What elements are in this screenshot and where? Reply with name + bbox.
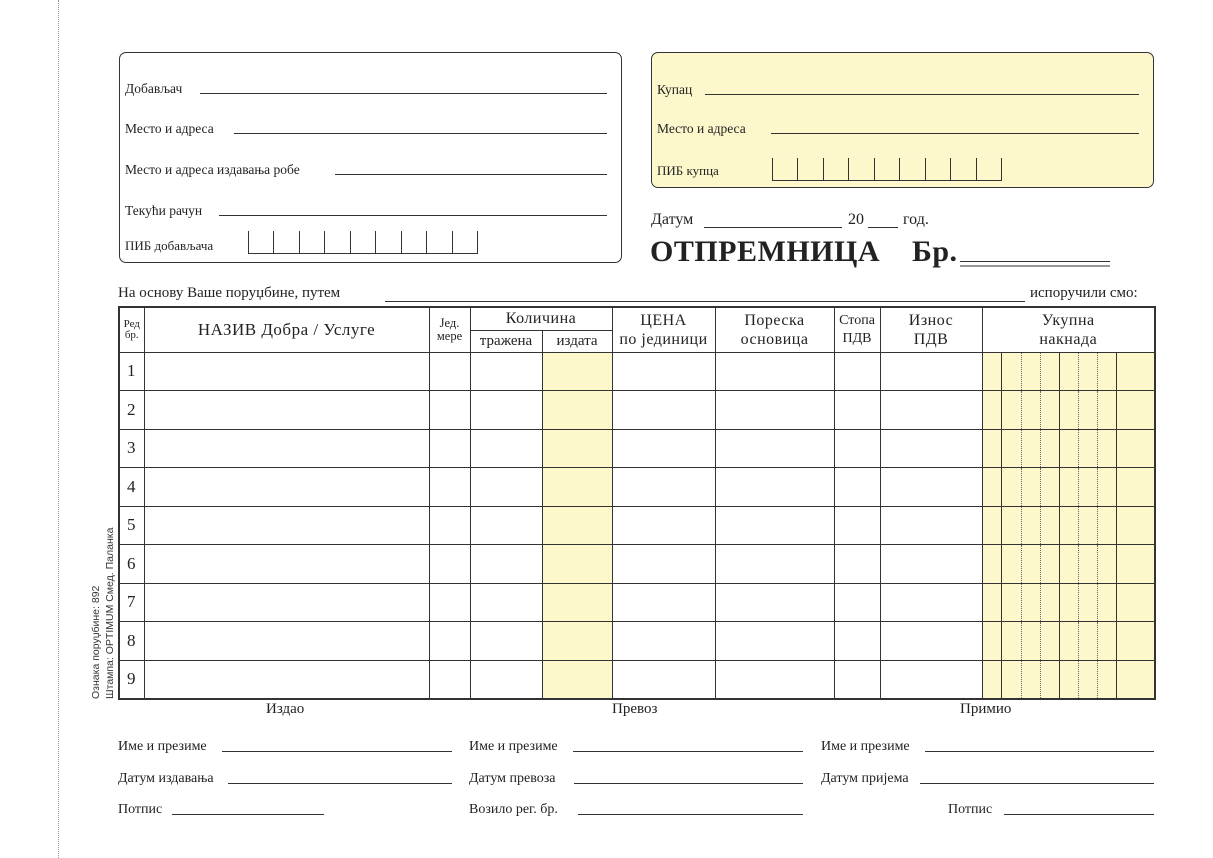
row-rate-cell[interactable] bbox=[834, 622, 880, 661]
amount-digit-divider bbox=[1021, 584, 1022, 622]
document-title: ОТПРЕМНИЦА bbox=[650, 235, 880, 268]
table-row bbox=[119, 506, 1155, 545]
row-qty-issued-cell[interactable] bbox=[542, 583, 612, 622]
issue-address-label: Место и адреса издавања робе bbox=[125, 162, 300, 177]
row-total-cell[interactable] bbox=[982, 391, 1155, 430]
amount-digit-divider bbox=[1078, 468, 1079, 506]
transport-date-field[interactable] bbox=[574, 783, 803, 784]
table-row bbox=[119, 352, 1155, 391]
row-qty-requested-cell[interactable] bbox=[470, 429, 542, 468]
transport-vehicle-label: Возило рег. бр. bbox=[469, 802, 558, 817]
row-tax-base-cell[interactable] bbox=[715, 429, 834, 468]
amount-digit-divider bbox=[1059, 584, 1060, 622]
row-rate-cell[interactable] bbox=[834, 583, 880, 622]
col-unit-header: Јед. мере bbox=[429, 307, 470, 352]
row-qty-issued-cell[interactable] bbox=[542, 545, 612, 584]
amount-digit-divider bbox=[1059, 545, 1060, 583]
supplier-pib-label: ПИБ добављача bbox=[125, 238, 214, 253]
transport-name-label: Име и презиме bbox=[469, 739, 558, 754]
row-rate-cell[interactable] bbox=[834, 506, 880, 545]
table-row bbox=[119, 391, 1155, 430]
row-price-cell[interactable] bbox=[612, 545, 715, 584]
row-qty-requested-cell[interactable] bbox=[470, 391, 542, 430]
amount-digit-divider bbox=[1021, 622, 1022, 660]
amount-digit-divider bbox=[1059, 661, 1060, 698]
amount-digit-divider bbox=[1021, 391, 1022, 429]
row-tax-base-cell[interactable] bbox=[715, 468, 834, 507]
account-label: Текући рачун bbox=[125, 203, 203, 218]
row-unit-cell[interactable] bbox=[429, 583, 470, 622]
amount-digit-divider bbox=[1097, 661, 1098, 698]
amount-digit-divider bbox=[1001, 661, 1002, 698]
amount-digit-divider bbox=[1021, 545, 1022, 583]
row-total-cell[interactable] bbox=[982, 352, 1155, 391]
row-rate-cell[interactable] bbox=[834, 468, 880, 507]
amount-digit-divider bbox=[1021, 430, 1022, 468]
row-no-cell: 1 bbox=[119, 352, 144, 391]
table-row bbox=[119, 660, 1155, 699]
col-name-header: НАЗИВ Добра / Услуге bbox=[144, 307, 429, 352]
amount-digit-divider bbox=[1040, 507, 1041, 545]
printer-text: Штампа: OPTIMUM Смед. Паланка bbox=[104, 527, 116, 699]
col-total-header: Укупна накнада bbox=[982, 307, 1155, 352]
row-no-cell: 9 bbox=[119, 660, 144, 699]
amount-digit-divider bbox=[1116, 468, 1117, 506]
supplier-pib-field[interactable] bbox=[248, 231, 478, 254]
amount-digit-divider bbox=[1059, 353, 1060, 391]
amount-digit-divider bbox=[1059, 391, 1060, 429]
row-qty-issued-cell[interactable] bbox=[542, 429, 612, 468]
document-number-underline bbox=[960, 265, 1110, 267]
buyer-address-label: Место и адреса bbox=[657, 121, 746, 136]
received-date-label: Датум пријема bbox=[821, 771, 909, 786]
row-name-cell[interactable] bbox=[144, 391, 429, 430]
col-qty-issued-header: издата bbox=[542, 330, 612, 352]
row-tax-base-cell[interactable] bbox=[715, 506, 834, 545]
row-no-cell: 6 bbox=[119, 545, 144, 584]
row-total-cell[interactable] bbox=[982, 506, 1155, 545]
col-rate-header: Стопа ПДВ bbox=[834, 307, 880, 352]
issue-address-field[interactable] bbox=[335, 174, 607, 175]
buyer-field[interactable] bbox=[705, 94, 1139, 95]
amount-digit-divider bbox=[1097, 584, 1098, 622]
amount-digit-divider bbox=[1078, 430, 1079, 468]
amount-digit-divider bbox=[1001, 391, 1002, 429]
col-qty-requested-header: тражена bbox=[470, 330, 542, 352]
amount-digit-divider bbox=[1078, 507, 1079, 545]
row-vat-amount-cell[interactable] bbox=[880, 660, 982, 699]
row-qty-requested-cell[interactable] bbox=[470, 660, 542, 699]
row-name-cell[interactable] bbox=[144, 352, 429, 391]
row-unit-cell[interactable] bbox=[429, 391, 470, 430]
amount-digit-divider bbox=[1078, 661, 1079, 698]
year-prefix: 20 bbox=[848, 211, 864, 228]
amount-digit-divider bbox=[1059, 622, 1060, 660]
row-qty-issued-cell[interactable] bbox=[542, 352, 612, 391]
row-name-cell[interactable] bbox=[144, 660, 429, 699]
row-price-cell[interactable] bbox=[612, 468, 715, 507]
row-price-cell[interactable] bbox=[612, 429, 715, 468]
row-price-cell[interactable] bbox=[612, 583, 715, 622]
row-vat-amount-cell[interactable] bbox=[880, 622, 982, 661]
row-tax-base-cell[interactable] bbox=[715, 352, 834, 391]
row-no-cell: 8 bbox=[119, 622, 144, 661]
amount-digit-divider bbox=[1097, 622, 1098, 660]
amount-digit-divider bbox=[1097, 430, 1098, 468]
received-name-label: Име и презиме bbox=[821, 739, 910, 754]
row-qty-issued-cell[interactable] bbox=[542, 660, 612, 699]
amount-digit-divider bbox=[1116, 507, 1117, 545]
col-price-header: ЦЕНА по јединици bbox=[612, 307, 715, 352]
transport-name-field[interactable] bbox=[573, 751, 803, 752]
row-vat-amount-cell[interactable] bbox=[880, 468, 982, 507]
amount-digit-divider bbox=[1040, 430, 1041, 468]
account-field[interactable] bbox=[219, 215, 607, 216]
amount-digit-divider bbox=[1078, 584, 1079, 622]
amount-digit-divider bbox=[1021, 661, 1022, 698]
row-no-cell: 3 bbox=[119, 429, 144, 468]
amount-digit-divider bbox=[1097, 507, 1098, 545]
col-tax-base-header: Пореска основица bbox=[715, 307, 834, 352]
table-row bbox=[119, 545, 1155, 584]
issued-sign-field[interactable] bbox=[172, 814, 324, 815]
amount-digit-divider bbox=[1021, 507, 1022, 545]
document-number-field[interactable] bbox=[960, 261, 1110, 262]
amount-digit-divider bbox=[1040, 545, 1041, 583]
year-suffix: год. bbox=[903, 211, 929, 228]
row-qty-requested-cell[interactable] bbox=[470, 468, 542, 507]
table-row bbox=[119, 622, 1155, 661]
row-tax-base-cell[interactable] bbox=[715, 622, 834, 661]
date-label: Датум bbox=[651, 211, 694, 228]
row-price-cell[interactable] bbox=[612, 391, 715, 430]
date-field[interactable] bbox=[704, 227, 842, 228]
amount-digit-divider bbox=[1116, 391, 1117, 429]
row-unit-cell[interactable] bbox=[429, 622, 470, 661]
amount-digit-divider bbox=[1078, 391, 1079, 429]
row-vat-amount-cell[interactable] bbox=[880, 545, 982, 584]
amount-digit-divider bbox=[1097, 391, 1098, 429]
row-no-cell: 2 bbox=[119, 391, 144, 430]
row-qty-issued-cell[interactable] bbox=[542, 506, 612, 545]
row-tax-base-cell[interactable] bbox=[715, 660, 834, 699]
amount-digit-divider bbox=[1078, 622, 1079, 660]
row-no-cell: 7 bbox=[119, 583, 144, 622]
row-rate-cell[interactable] bbox=[834, 429, 880, 468]
supplier-address-label: Место и адреса bbox=[125, 121, 214, 136]
row-qty-requested-cell[interactable] bbox=[470, 352, 542, 391]
amount-digit-divider bbox=[1040, 468, 1041, 506]
row-qty-issued-cell[interactable] bbox=[542, 622, 612, 661]
row-unit-cell[interactable] bbox=[429, 545, 470, 584]
amount-digit-divider bbox=[1116, 622, 1117, 660]
amount-digit-divider bbox=[1059, 507, 1060, 545]
row-qty-requested-cell[interactable] bbox=[470, 622, 542, 661]
buyer-pib-field[interactable] bbox=[772, 158, 1002, 181]
amount-digit-divider bbox=[1040, 584, 1041, 622]
amount-digit-divider bbox=[1001, 507, 1002, 545]
table-row bbox=[119, 583, 1155, 622]
issued-name-label: Име и презиме bbox=[118, 739, 207, 754]
row-rate-cell[interactable] bbox=[834, 660, 880, 699]
amount-digit-divider bbox=[1040, 622, 1041, 660]
amount-digit-divider bbox=[1001, 430, 1002, 468]
year-field[interactable] bbox=[868, 227, 898, 228]
row-name-cell[interactable] bbox=[144, 622, 429, 661]
supplier-address-field[interactable] bbox=[234, 133, 607, 134]
row-rate-cell[interactable] bbox=[834, 545, 880, 584]
supplier-label: Добављач bbox=[125, 81, 183, 96]
received-name-field[interactable] bbox=[925, 751, 1154, 752]
row-total-cell[interactable] bbox=[982, 545, 1155, 584]
amount-digit-divider bbox=[1001, 584, 1002, 622]
transport-heading: Превоз bbox=[612, 701, 658, 717]
row-total-cell[interactable] bbox=[982, 429, 1155, 468]
amount-digit-divider bbox=[1059, 430, 1060, 468]
items-table bbox=[118, 306, 1156, 700]
amount-digit-divider bbox=[1116, 545, 1117, 583]
issued-heading: Издао bbox=[266, 701, 305, 717]
row-total-cell[interactable] bbox=[982, 622, 1155, 661]
row-total-cell[interactable] bbox=[982, 468, 1155, 507]
row-qty-issued-cell[interactable] bbox=[542, 391, 612, 430]
row-no-cell: 4 bbox=[119, 468, 144, 507]
amount-digit-divider bbox=[1116, 353, 1117, 391]
issued-date-field[interactable] bbox=[228, 783, 452, 784]
transport-vehicle-field[interactable] bbox=[578, 814, 803, 815]
amount-digit-divider bbox=[1116, 430, 1117, 468]
row-name-cell[interactable] bbox=[144, 545, 429, 584]
row-total-cell[interactable] bbox=[982, 660, 1155, 699]
amount-digit-divider bbox=[1078, 353, 1079, 391]
row-name-cell[interactable] bbox=[144, 506, 429, 545]
basis-prefix: На основу Ваше поруџбине, путем bbox=[118, 285, 341, 301]
row-unit-cell[interactable] bbox=[429, 660, 470, 699]
row-tax-base-cell[interactable] bbox=[715, 391, 834, 430]
row-price-cell[interactable] bbox=[612, 660, 715, 699]
supplier-box bbox=[119, 52, 622, 263]
basis-field[interactable] bbox=[385, 301, 1025, 302]
issued-name-field[interactable] bbox=[222, 751, 452, 752]
col-no-header: Ред бр. bbox=[119, 307, 144, 352]
row-price-cell[interactable] bbox=[612, 622, 715, 661]
amount-digit-divider bbox=[1116, 584, 1117, 622]
received-date-field[interactable] bbox=[920, 783, 1154, 784]
transport-date-label: Датум превоза bbox=[469, 771, 556, 786]
row-vat-amount-cell[interactable] bbox=[880, 352, 982, 391]
amount-digit-divider bbox=[1021, 468, 1022, 506]
row-total-cell[interactable] bbox=[982, 583, 1155, 622]
received-sign-label: Потпис bbox=[948, 802, 993, 817]
row-qty-requested-cell[interactable] bbox=[470, 545, 542, 584]
row-vat-amount-cell[interactable] bbox=[880, 583, 982, 622]
amount-digit-divider bbox=[1078, 545, 1079, 583]
basis-suffix: испоручили смо: bbox=[1030, 285, 1138, 301]
amount-digit-divider bbox=[1001, 545, 1002, 583]
row-rate-cell[interactable] bbox=[834, 391, 880, 430]
row-unit-cell[interactable] bbox=[429, 429, 470, 468]
row-name-cell[interactable] bbox=[144, 583, 429, 622]
row-qty-requested-cell[interactable] bbox=[470, 583, 542, 622]
perforation-line bbox=[58, 0, 59, 858]
buyer-address-field[interactable] bbox=[771, 133, 1139, 134]
row-tax-base-cell[interactable] bbox=[715, 583, 834, 622]
row-price-cell[interactable] bbox=[612, 506, 715, 545]
table-row bbox=[119, 468, 1155, 507]
buyer-box bbox=[651, 52, 1154, 188]
row-price-cell[interactable] bbox=[612, 352, 715, 391]
received-sign-field[interactable] bbox=[1004, 814, 1154, 815]
amount-digit-divider bbox=[1097, 468, 1098, 506]
row-vat-amount-cell[interactable] bbox=[880, 429, 982, 468]
supplier-field[interactable] bbox=[200, 93, 607, 94]
row-rate-cell[interactable] bbox=[834, 352, 880, 391]
amount-digit-divider bbox=[1021, 353, 1022, 391]
amount-digit-divider bbox=[1001, 353, 1002, 391]
amount-digit-divider bbox=[1116, 661, 1117, 698]
row-name-cell[interactable] bbox=[144, 468, 429, 507]
amount-digit-divider bbox=[1059, 468, 1060, 506]
row-unit-cell[interactable] bbox=[429, 468, 470, 507]
row-no-cell: 5 bbox=[119, 506, 144, 545]
row-unit-cell[interactable] bbox=[429, 506, 470, 545]
amount-digit-divider bbox=[1001, 468, 1002, 506]
table-row bbox=[119, 429, 1155, 468]
row-name-cell[interactable] bbox=[144, 429, 429, 468]
order-mark-text: Ознака поруџбине: 892 bbox=[90, 585, 102, 699]
received-heading: Примио bbox=[960, 701, 1012, 717]
row-vat-amount-cell[interactable] bbox=[880, 391, 982, 430]
row-qty-issued-cell[interactable] bbox=[542, 468, 612, 507]
amount-digit-divider bbox=[1097, 353, 1098, 391]
col-qty-header: Количина bbox=[470, 307, 612, 330]
buyer-label: Купац bbox=[657, 82, 693, 97]
amount-digit-divider bbox=[1040, 391, 1041, 429]
issued-date-label: Датум издавања bbox=[118, 771, 214, 786]
amount-digit-divider bbox=[1097, 545, 1098, 583]
row-vat-amount-cell[interactable] bbox=[880, 506, 982, 545]
issued-sign-label: Потпис bbox=[118, 802, 163, 817]
row-qty-requested-cell[interactable] bbox=[470, 506, 542, 545]
amount-digit-divider bbox=[1040, 661, 1041, 698]
col-vat-amount-header: Износ ПДВ bbox=[880, 307, 982, 352]
row-unit-cell[interactable] bbox=[429, 352, 470, 391]
row-tax-base-cell[interactable] bbox=[715, 545, 834, 584]
amount-digit-divider bbox=[1001, 622, 1002, 660]
document-number-label: Бр. bbox=[912, 235, 958, 268]
amount-digit-divider bbox=[1040, 353, 1041, 391]
buyer-pib-label: ПИБ купца bbox=[657, 163, 719, 178]
